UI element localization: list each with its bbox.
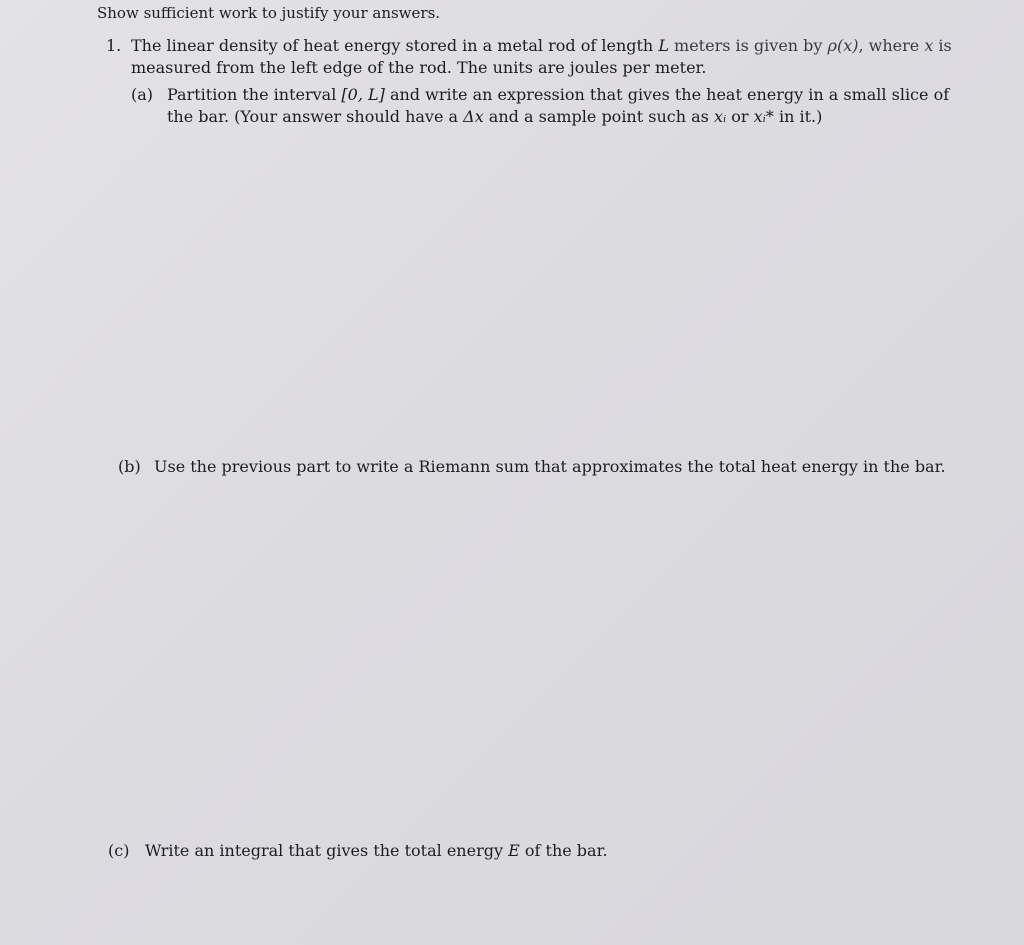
question-1-line-1 [131,35,952,57]
part-c-label: (c) [108,841,130,860]
variable-E: E [508,841,520,860]
part-c-text-pre: Write an integral that gives the total energy [145,841,509,860]
question-number: 1. [106,36,122,55]
part-a-line-2-pre: the bar. (Your answer should have a [167,107,464,126]
part-b-text: Use the previous part to write a Riemann sum that approximates the total heat energy in the bar. [154,457,946,476]
instruction-text: Show sufficient work to justify your answers. [97,4,441,22]
question-1-text-pre: The linear density of heat energy stored in a metal rod of length [131,36,659,55]
variable-L: L [658,36,669,55]
part-b-label: (b) [118,457,141,476]
density-function: ρ(x) [827,36,859,55]
interval-expression: [0, L] [341,85,385,104]
question-1-text-mid: meters is given by [668,36,828,55]
part-a-label: (a) [131,85,154,104]
part-a-line-2-mid-1: and a sample point such as [483,107,714,126]
part-a-line-2-post: in it.) [773,107,823,126]
delta-x: Δx [463,107,484,126]
variable-x: x [924,36,934,55]
question-1-text-post-b: is [933,36,952,55]
part-a-text-pre: Partition the interval [167,85,342,104]
question-1-line-2: measured from the left edge of the rod. The units are joules per meter. [131,58,707,77]
part-a-line-2 [167,106,822,128]
part-a-line-2-mid-2: or [726,107,754,126]
sample-point-xi: xᵢ [713,107,727,126]
question-1-text-post-a: , where [858,36,925,55]
part-c-text-post: of the bar. [519,841,608,860]
part-a-text-post: and write an expression that gives the heat energy in a small slice of [384,85,950,104]
sample-point-xi-star: xᵢ* [753,107,774,126]
part-a-line-1 [167,84,949,106]
part-c-text [145,840,608,862]
